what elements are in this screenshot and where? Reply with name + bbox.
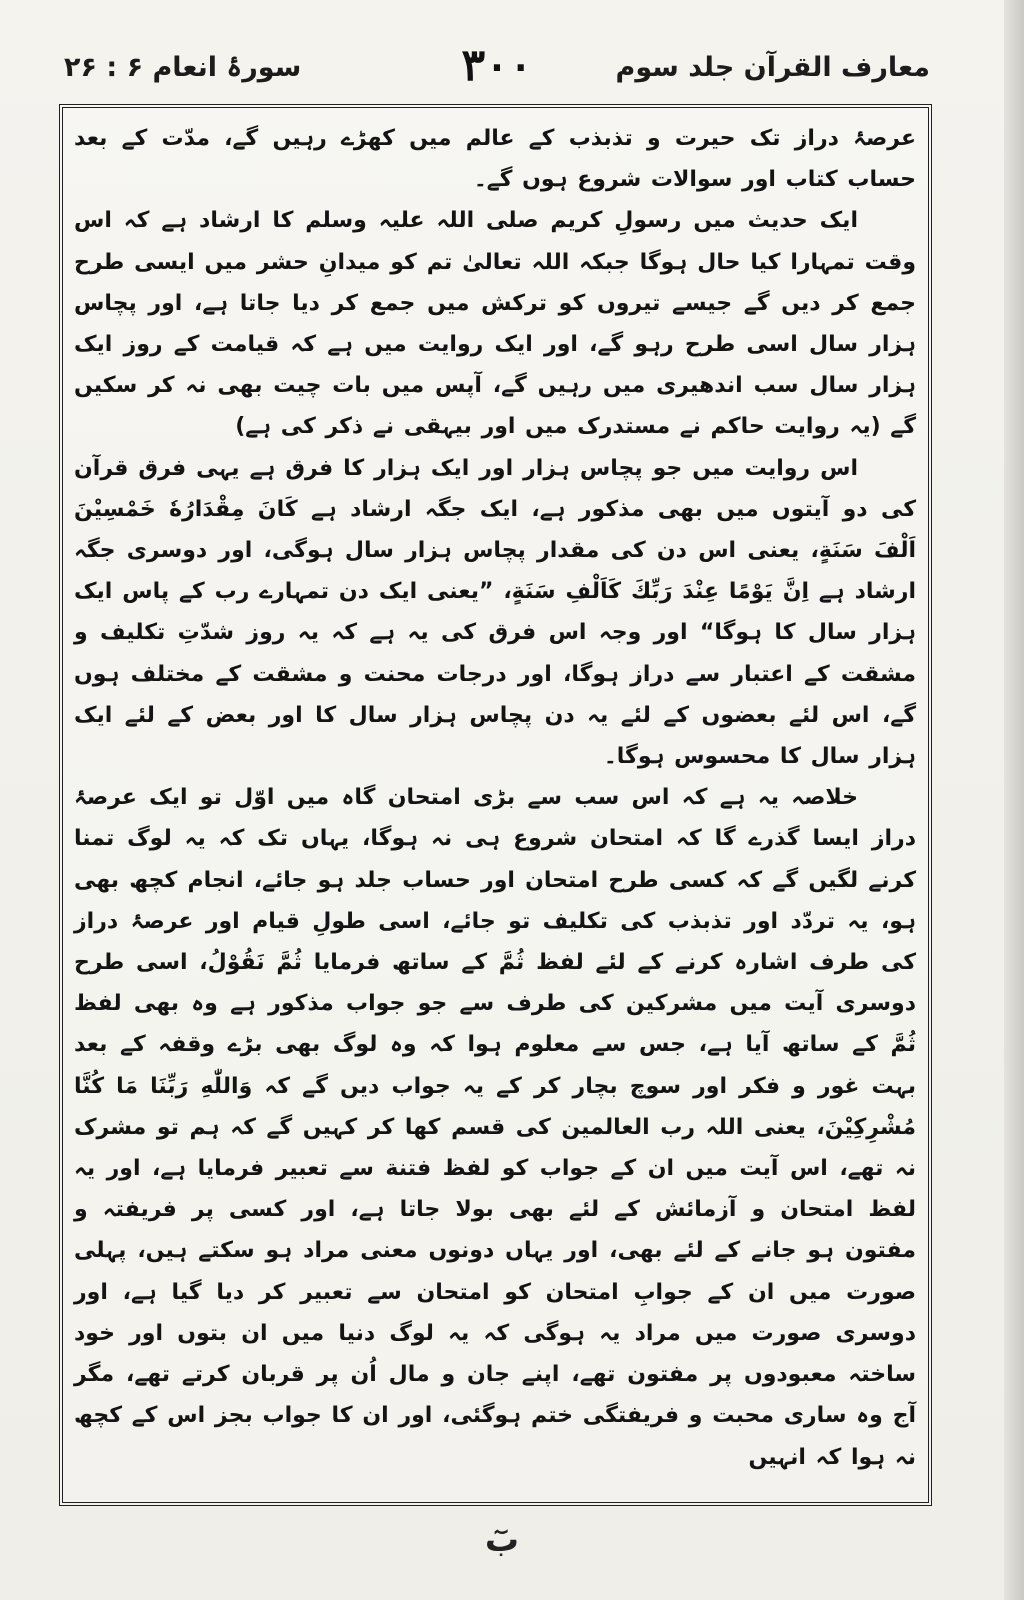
page-number: ۳۰۰	[461, 40, 533, 91]
page-spine-shadow	[1004, 0, 1024, 1600]
paragraph-4: خلاصہ یہ ہے کہ اس سب سے بڑی امتحان گاہ میں اوّل تو ایک عرصۂ دراز ایسا گذرے گا کہ امتحان شروع ہی نہ ہوگا، یہاں تک کہ یہ لوگ تمنا کرنے لگیں گے کہ کسی طرح امتحان اور حساب جلد ہو جائے، انجام کچھ بھی ہو، یہ تردّد اور تذبذب کی تکلیف تو جائے، اسی طولِ قیام اور عرصۂ دراز کی طرف اشارہ کرنے کے لئے لفظ ثُمَّ کے ساتھ فرمایا ثُمَّ نَقُوْلُ، اسی طرح دوسری آیت میں مشرکین کی طرف سے جو جواب مذکور ہے وہ بھی لفظ ثُمَّ کے ساتھ آیا ہے، جس سے معلوم ہوا کہ وہ لوگ بھی بڑے وقفہ کے بعد بہت غور و فکر اور سوچ بچار کر کے یہ جواب دیں گے کہ وَاللّٰهِ رَبِّنَا مَا كُنَّا مُشْرِكِيْنَ، یعنی اللہ رب العالمین کی قسم کھا کر کہیں گے کہ ہم تو مشرک نہ تھے، اس آیت میں ان کے جواب کو لفظ فتنة سے تعبیر فرمایا ہے، اور یہ لفظ امتحان و آزمائش کے لئے بھی بولا جاتا ہے، اور کسی پر فریفتہ و مفتون ہو جانے کے لئے بھی، اور یہاں دونوں معنی مراد ہو سکتے ہیں، پہلی صورت میں ان کے جوابِ امتحان کو امتحان سے تعبیر کر دیا گیا ہے، اور دوسری صورت میں مراد یہ ہوگی کہ یہ لوگ دنیا میں ان بتوں اور خود ساختہ معبودوں پر مفتون تھے، اپنے جان و مال اُن پر قربان کرتے تھے، مگر آج وہ ساری محبت و فریفتگی ختم ہوگئی، اور ان کا جواب بجز اس کے کچھ نہ ہوا کہ انہیں	[74, 785, 916, 1470]
surah-reference: سورۂ انعام ۶ : ۲۶	[64, 52, 302, 83]
book-title: معارف القرآن جلد سوم	[615, 52, 930, 83]
running-header	[64, 40, 930, 92]
main-text	[74, 118, 916, 1494]
signature-mark: بٓ	[484, 1520, 520, 1560]
paragraph-2: ایک حدیث میں رسولِ کریم صلی اللہ علیہ وسلم کا ارشاد ہے کہ اس وقت تمہارا کیا حال ہوگا جبکہ اللہ تعالیٰ تم کو میدانِ حشر میں ایسی طرح جمع کر دیں گے جیسے تیروں کو ترکش میں جمع کر دیا جاتا ہے، اور پچاس ہزار سال اسی طرح رہو گے، اور ایک روایت میں ہے کہ قیامت کے روز ایک ہزار سال سب اندھیری میں رہیں گے، آپس میں بات چیت بھی نہ کر سکیں گے (یہ روایت حاکم نے مستدرک میں اور بیہقی نے ذکر کی ہے)	[74, 208, 916, 440]
paragraph-1: عرصۂ دراز تک حیرت و تذبذب کے عالم میں کھڑے رہیں گے، مدّت کے بعد حساب کتاب اور سوالات شروع ہوں گے۔	[74, 126, 916, 193]
paragraph-3: اس روایت میں جو پچاس ہزار اور ایک ہزار کا فرق ہے یہی فرق قرآن کی دو آیتوں میں بھی مذکور ہے، ایک جگہ ارشاد ہے کَانَ مِقْدَارُهٗ خَمْسِيْنَ اَلْفَ سَنَةٍ، یعنی اس دن کی مقدار پچاس ہزار سال ہوگی، اور دوسری جگہ ارشاد ہے اِنَّ يَوْمًا عِنْدَ رَبِّكَ كَاَلْفِ سَنَةٍ، ”یعنی ایک دن تمہارے رب کے پاس ایک ہزار سال کا ہوگا“ اور وجہ اس فرق کی یہ ہے کہ یہ روز شدّتِ تکلیف و مشقت کے اعتبار سے دراز ہوگا، اور درجات محنت و مشقت کے مختلف ہوں گے، اس لئے بعضوں کے لئے یہ دن پچاس ہزار سال کا اور بعض کے لئے ایک ہزار سال کا محسوس ہوگا۔	[74, 455, 916, 770]
